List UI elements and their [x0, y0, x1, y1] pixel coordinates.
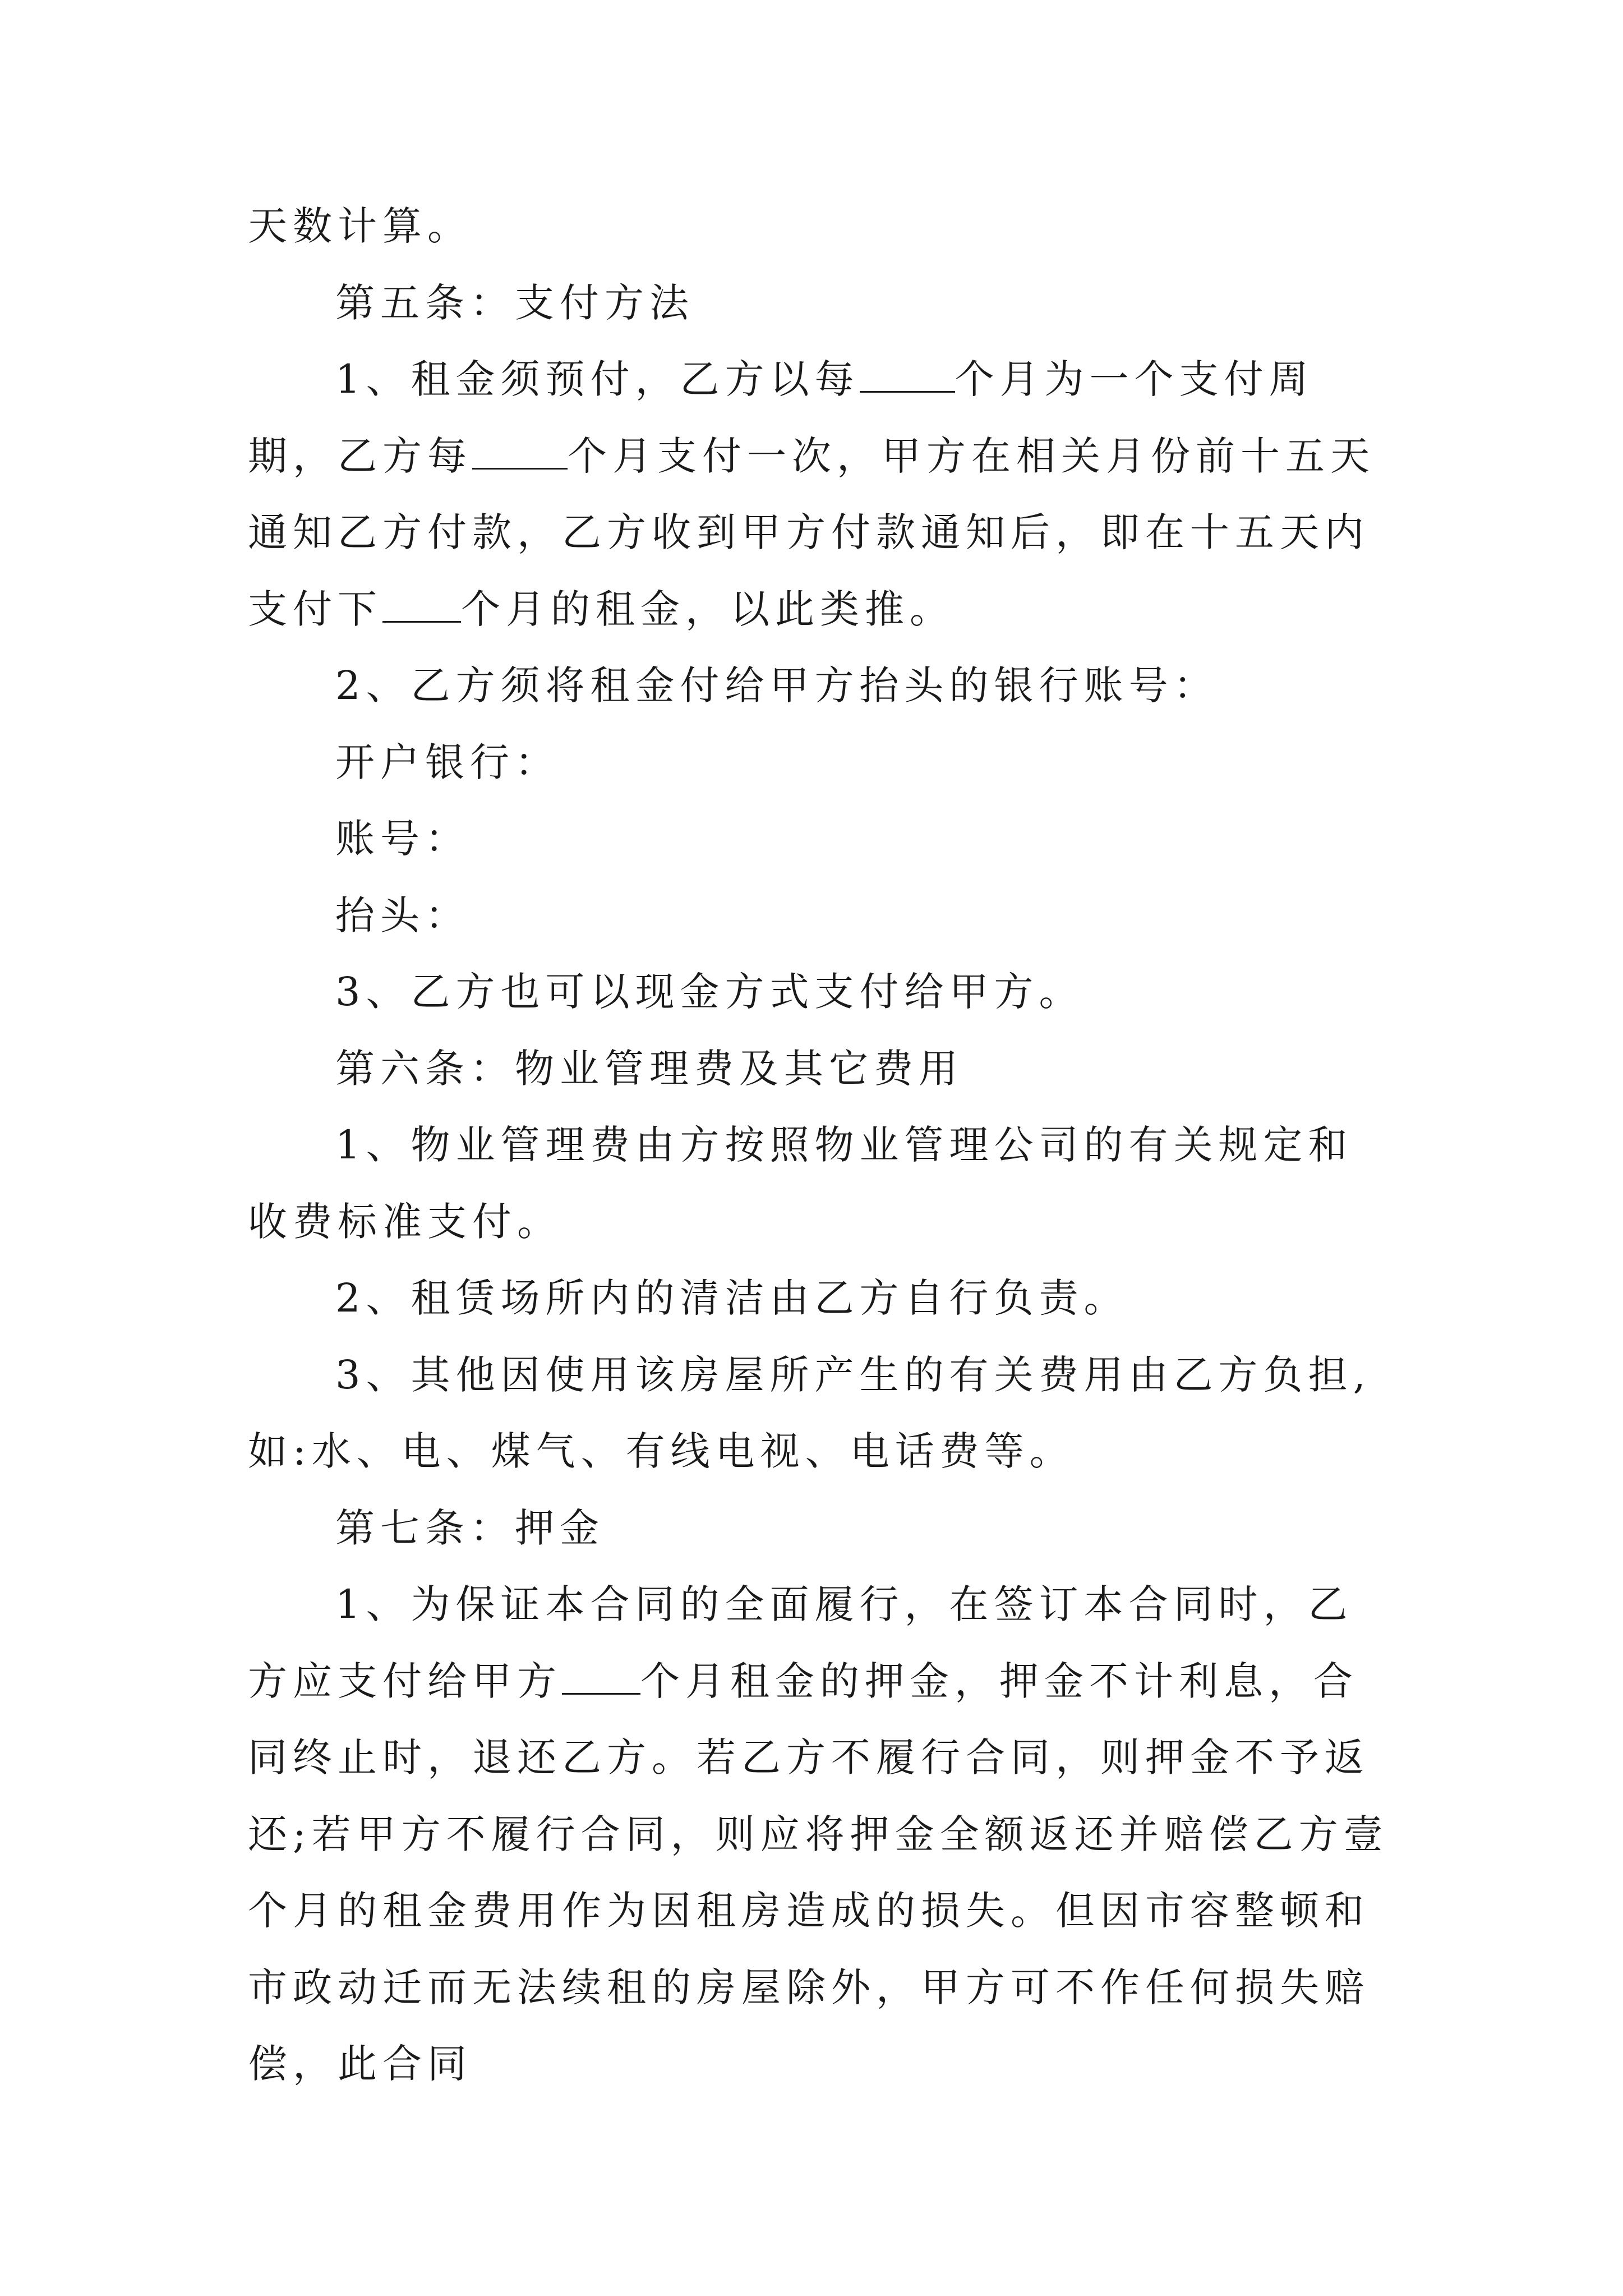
article-5-clause-2	[248, 647, 1392, 724]
text-run: 开户银行：	[335, 739, 560, 785]
text-run: 抬头：	[335, 892, 470, 938]
blank-line	[562, 1692, 640, 1695]
text-run: 第六条：物业管理费及其它费用	[335, 1045, 963, 1092]
text-run: 1、为保证本合同的全面履行，在签订本合同时，乙方应支付给甲方	[248, 1581, 1353, 1704]
article-5-heading	[248, 265, 1392, 342]
article-7-clause-1	[248, 1566, 1392, 2102]
text-run: 个月支付一次，甲方在相关月份前十五天通知乙方付款，乙方收到甲方付款通知后，即在十五天内支付下	[248, 432, 1375, 632]
article-7-heading	[248, 1490, 1392, 1567]
article-5-clause-3	[248, 954, 1392, 1030]
text-run: 第七条：押金	[335, 1504, 605, 1551]
document-body	[248, 188, 1392, 2102]
blank-line	[382, 620, 461, 623]
blank-line	[472, 467, 568, 470]
text-run: 个月的租金，以此类推。	[461, 586, 955, 632]
text-run: 第五条：支付方法	[335, 279, 694, 326]
article-6-heading	[248, 1030, 1392, 1107]
text-run: 3、其他因使用该房屋所产生的有关费用由乙方负担,如:水、电、煤气、有线电视、电话费等。	[248, 1351, 1371, 1474]
paragraph-continuation	[248, 188, 1392, 265]
article-6-clause-2	[248, 1260, 1392, 1337]
bank-name-line	[248, 724, 1392, 801]
text-run: 个月租金的押金，押金不计利息，合同终止时，退还乙方。若乙方不履行合同，则押金不予返还;若甲方不履行合同，则应将押金全额返还并赔偿乙方壹个月的租金费用作为因租房造成的损失。但因市容整顿和市政动迁而无法续租的房屋除外，甲方可不作任何损失赔偿，此合同	[248, 1658, 1389, 2087]
text-run: 3、乙方也可以现金方式支付给甲方。	[335, 969, 1084, 1015]
text-run: 1、租金须预付，乙方以每	[335, 356, 860, 402]
article-6-clause-1	[248, 1107, 1392, 1260]
text-run: 天数计算。	[248, 203, 472, 249]
text-run: 账号：	[335, 816, 470, 862]
article-6-clause-3	[248, 1337, 1392, 1490]
blank-line	[860, 390, 955, 393]
account-number-line	[248, 800, 1392, 877]
text-run: 1、物业管理费由方按照物业管理公司的有关规定和收费标准支付。	[248, 1122, 1353, 1245]
article-5-clause-1	[248, 341, 1392, 647]
text-run: 2、乙方须将租金付给甲方抬头的银行账号：	[335, 662, 1219, 708]
account-holder-line	[248, 877, 1392, 954]
text-run: 2、租赁场所内的清洁由乙方自行负责。	[335, 1275, 1129, 1321]
text-run: 个月为一个支付周期，乙方每	[248, 356, 1314, 479]
